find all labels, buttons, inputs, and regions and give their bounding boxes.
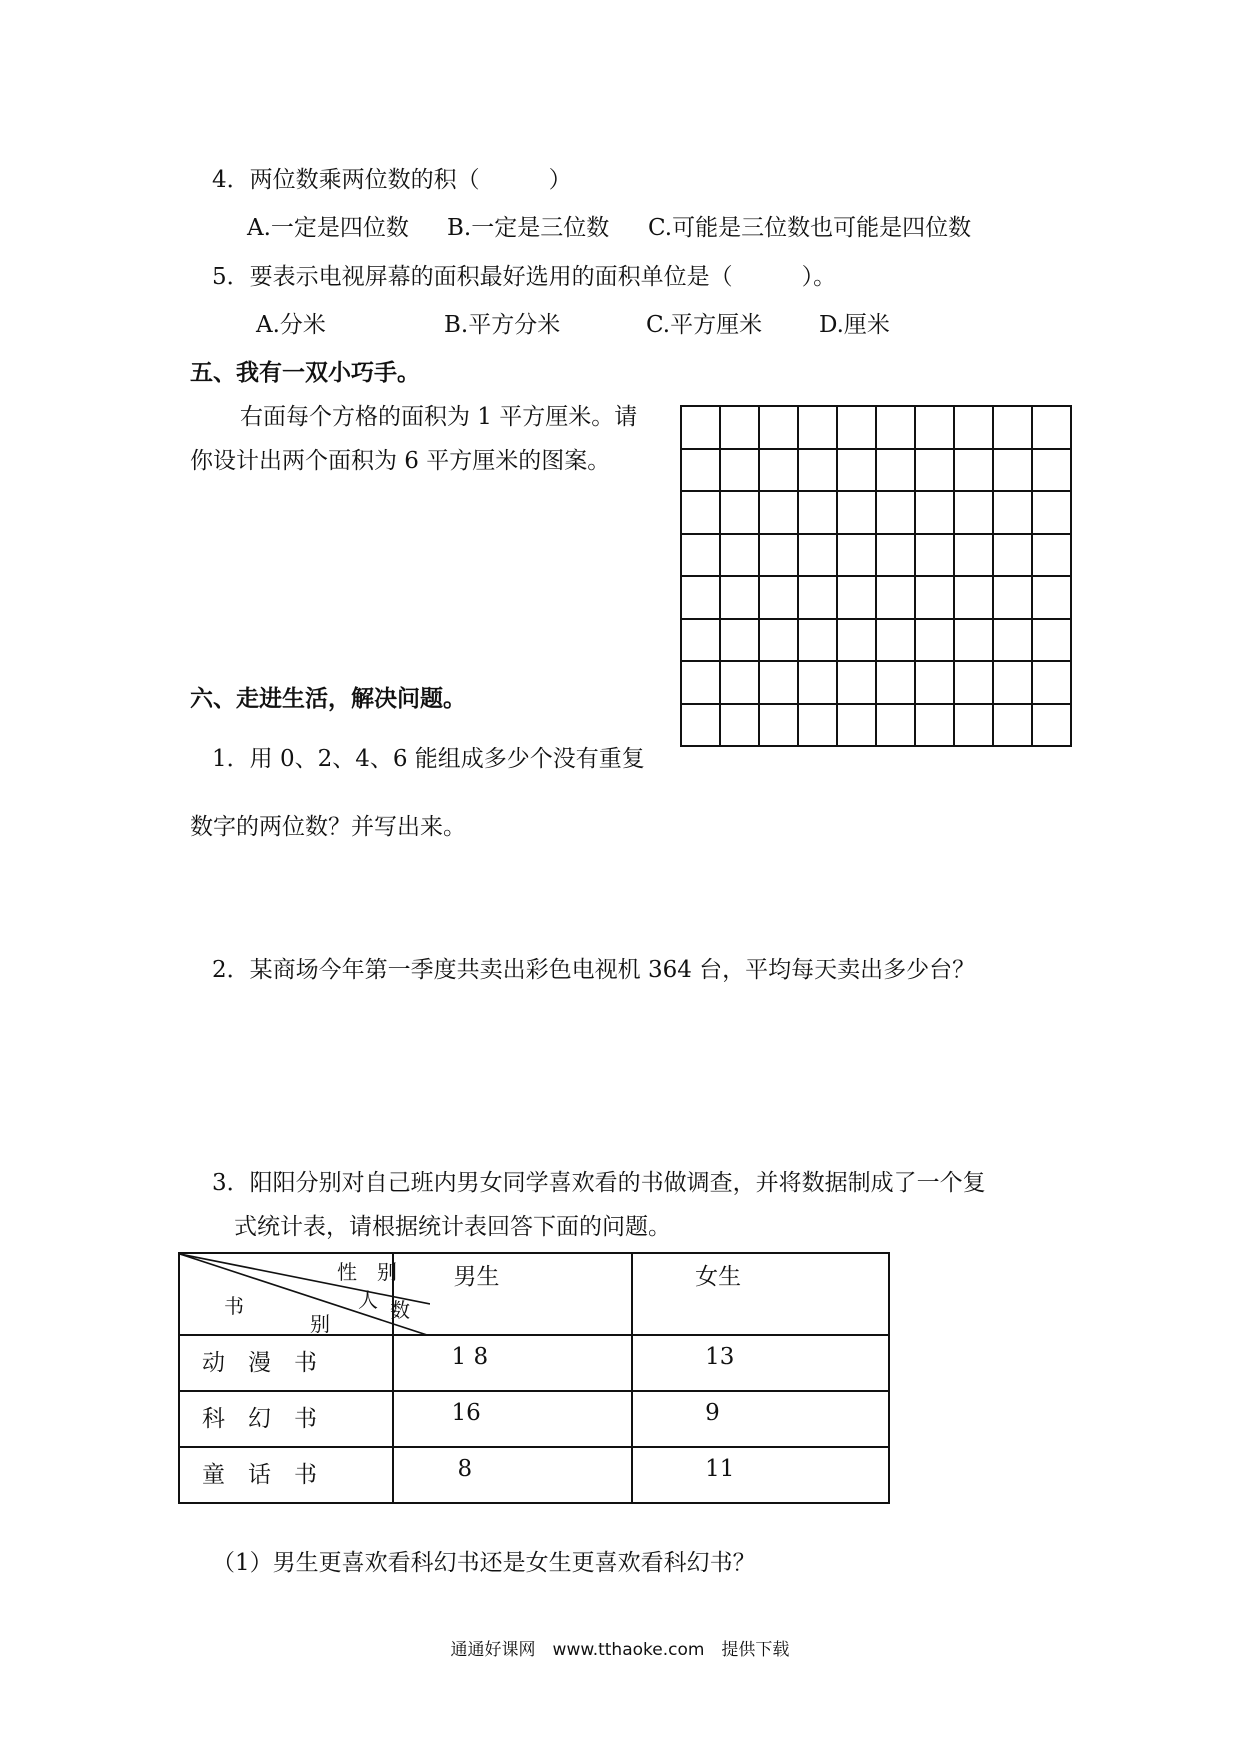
row-label: 科 幻 书 bbox=[179, 1391, 393, 1447]
grid-cell bbox=[760, 535, 799, 578]
grid-cell bbox=[994, 620, 1033, 663]
grid-cell bbox=[799, 705, 838, 748]
grid-cell bbox=[877, 577, 916, 620]
grid-cell bbox=[1033, 535, 1072, 578]
grid-cell bbox=[721, 407, 760, 450]
section6-heading: 六、走进生活，解决问题。 bbox=[190, 686, 466, 712]
grid-cell bbox=[1033, 577, 1072, 620]
grid-cell bbox=[994, 450, 1033, 493]
grid-cell bbox=[955, 407, 994, 450]
section5-line1: 右面每个方格的面积为 1 平方厘米。请 bbox=[240, 404, 638, 430]
grid-cell bbox=[916, 620, 955, 663]
section5-line2: 你设计出两个面积为 6 平方厘米的图案。 bbox=[190, 448, 611, 474]
problem1-line1: 1．用 0、2、4、6 能组成多少个没有重复 bbox=[212, 746, 645, 772]
grid-cell bbox=[877, 705, 916, 748]
grid-cell bbox=[682, 535, 721, 578]
grid-cell bbox=[799, 577, 838, 620]
grid-cell bbox=[955, 535, 994, 578]
grid-cell bbox=[838, 450, 877, 493]
grid-cell bbox=[1033, 407, 1072, 450]
grid-cell bbox=[682, 705, 721, 748]
grid-cell bbox=[760, 620, 799, 663]
grid-cell bbox=[760, 407, 799, 450]
grid-cell bbox=[994, 705, 1033, 748]
diagonal-header-cell bbox=[179, 1253, 410, 1336]
grid-cell bbox=[916, 535, 955, 578]
grid-cell bbox=[721, 705, 760, 748]
table-row bbox=[179, 1335, 889, 1391]
grid-cell bbox=[1033, 705, 1072, 748]
grid-cell bbox=[799, 407, 838, 450]
grid-cell bbox=[760, 705, 799, 748]
q4-option-a: A.一定是四位数 bbox=[247, 215, 409, 241]
problem1-line2: 数字的两位数？并写出来。 bbox=[190, 814, 466, 840]
grid-cell bbox=[877, 492, 916, 535]
row-boys: 1 8 bbox=[393, 1335, 633, 1391]
grid-cell bbox=[994, 535, 1033, 578]
grid-cell bbox=[916, 705, 955, 748]
table-header-row bbox=[179, 1253, 889, 1335]
grid-cell bbox=[838, 407, 877, 450]
grid-cell bbox=[760, 662, 799, 705]
row-boys: 16 bbox=[393, 1391, 633, 1447]
q4-option-c: C.可能是三位数也可能是四位数 bbox=[648, 215, 972, 241]
grid-cell bbox=[994, 577, 1033, 620]
footer: 通通好课网 www.tthaoke.com 提供下载 bbox=[450, 1640, 790, 1660]
grid-cell bbox=[877, 662, 916, 705]
header-category: 别 bbox=[310, 1312, 330, 1336]
grid-cell bbox=[877, 535, 916, 578]
grid-cell bbox=[760, 492, 799, 535]
grid-cell bbox=[799, 535, 838, 578]
grid-cell bbox=[682, 577, 721, 620]
grid-cell bbox=[916, 450, 955, 493]
grid-cell bbox=[721, 620, 760, 663]
header-count: 数 bbox=[390, 1298, 410, 1322]
grid-cell bbox=[955, 620, 994, 663]
grid-cell bbox=[721, 492, 760, 535]
grid-cell bbox=[682, 407, 721, 450]
problem3-line1: 3．阳阳分别对自己班内男女同学喜欢看的书做调查，并将数据制成了一个复 bbox=[212, 1170, 986, 1196]
grid-cell bbox=[955, 577, 994, 620]
row-girls: 11 bbox=[632, 1447, 889, 1503]
header-girls: 女生 bbox=[632, 1253, 889, 1335]
grid-cell bbox=[916, 662, 955, 705]
grid-cell bbox=[994, 662, 1033, 705]
stats-table bbox=[178, 1252, 890, 1504]
grid-cell bbox=[994, 407, 1033, 450]
header-gender: 性 别 bbox=[337, 1260, 397, 1284]
row-label: 动 漫 书 bbox=[179, 1335, 393, 1391]
q5-stem: 5．要表示电视屏幕的面积最好选用的面积单位是（ ）。 bbox=[212, 264, 837, 290]
row-girls: 9 bbox=[632, 1391, 889, 1447]
grid-cell bbox=[1033, 662, 1072, 705]
grid-cell bbox=[877, 450, 916, 493]
row-girls: 13 bbox=[632, 1335, 889, 1391]
grid-cell bbox=[916, 492, 955, 535]
grid-cell bbox=[994, 492, 1033, 535]
grid-cell bbox=[955, 450, 994, 493]
grid-cell bbox=[877, 407, 916, 450]
header-people: 人 bbox=[358, 1288, 378, 1312]
grid-cell bbox=[838, 620, 877, 663]
grid-cell bbox=[916, 407, 955, 450]
grid-cell bbox=[682, 492, 721, 535]
grid-cell bbox=[916, 577, 955, 620]
grid-cell bbox=[1033, 620, 1072, 663]
grid-cell bbox=[682, 620, 721, 663]
grid-cell bbox=[721, 450, 760, 493]
grid-cell bbox=[682, 450, 721, 493]
header-boys: 男生 bbox=[393, 1253, 633, 1335]
grid-cell bbox=[838, 577, 877, 620]
q4-option-b: B.一定是三位数 bbox=[447, 215, 610, 241]
grid-cell bbox=[1033, 450, 1072, 493]
table-row bbox=[179, 1447, 889, 1503]
grid-cell bbox=[838, 662, 877, 705]
grid-cell bbox=[877, 620, 916, 663]
grid-cell bbox=[799, 620, 838, 663]
grid-cell bbox=[799, 492, 838, 535]
section5-heading: 五、我有一双小巧手。 bbox=[190, 360, 420, 386]
grid-cell bbox=[1033, 492, 1072, 535]
grid-cell bbox=[955, 662, 994, 705]
grid-cell bbox=[760, 577, 799, 620]
grid-cell bbox=[838, 535, 877, 578]
q5-option-d: D.厘米 bbox=[819, 312, 890, 338]
grid-cell bbox=[721, 577, 760, 620]
grid-cell bbox=[799, 450, 838, 493]
grid-cell bbox=[955, 705, 994, 748]
grid-cell bbox=[838, 492, 877, 535]
grid-cell bbox=[838, 705, 877, 748]
grid-cell bbox=[721, 662, 760, 705]
table-row bbox=[179, 1391, 889, 1447]
q5-option-b: B.平方分米 bbox=[444, 312, 561, 338]
problem2: 2．某商场今年第一季度共卖出彩色电视机 364 台，平均每天卖出多少台？ bbox=[212, 957, 976, 983]
row-label: 童 话 书 bbox=[179, 1447, 393, 1503]
header-book: 书 bbox=[224, 1294, 244, 1318]
q4-stem: 4．两位数乘两位数的积（ ） bbox=[212, 167, 572, 193]
grid-cell bbox=[760, 450, 799, 493]
grid-cell bbox=[721, 535, 760, 578]
q5-option-a: A.分米 bbox=[256, 312, 326, 338]
row-boys: 8 bbox=[393, 1447, 633, 1503]
square-grid bbox=[680, 405, 1072, 747]
grid-cell bbox=[799, 662, 838, 705]
grid-cell bbox=[955, 492, 994, 535]
grid-cell bbox=[682, 662, 721, 705]
sub-question-1: （1）男生更喜欢看科幻书还是女生更喜欢看科幻书？ bbox=[212, 1550, 756, 1576]
q5-option-c: C.平方厘米 bbox=[646, 312, 763, 338]
problem3-line2: 式统计表，请根据统计表回答下面的问题。 bbox=[234, 1214, 671, 1240]
